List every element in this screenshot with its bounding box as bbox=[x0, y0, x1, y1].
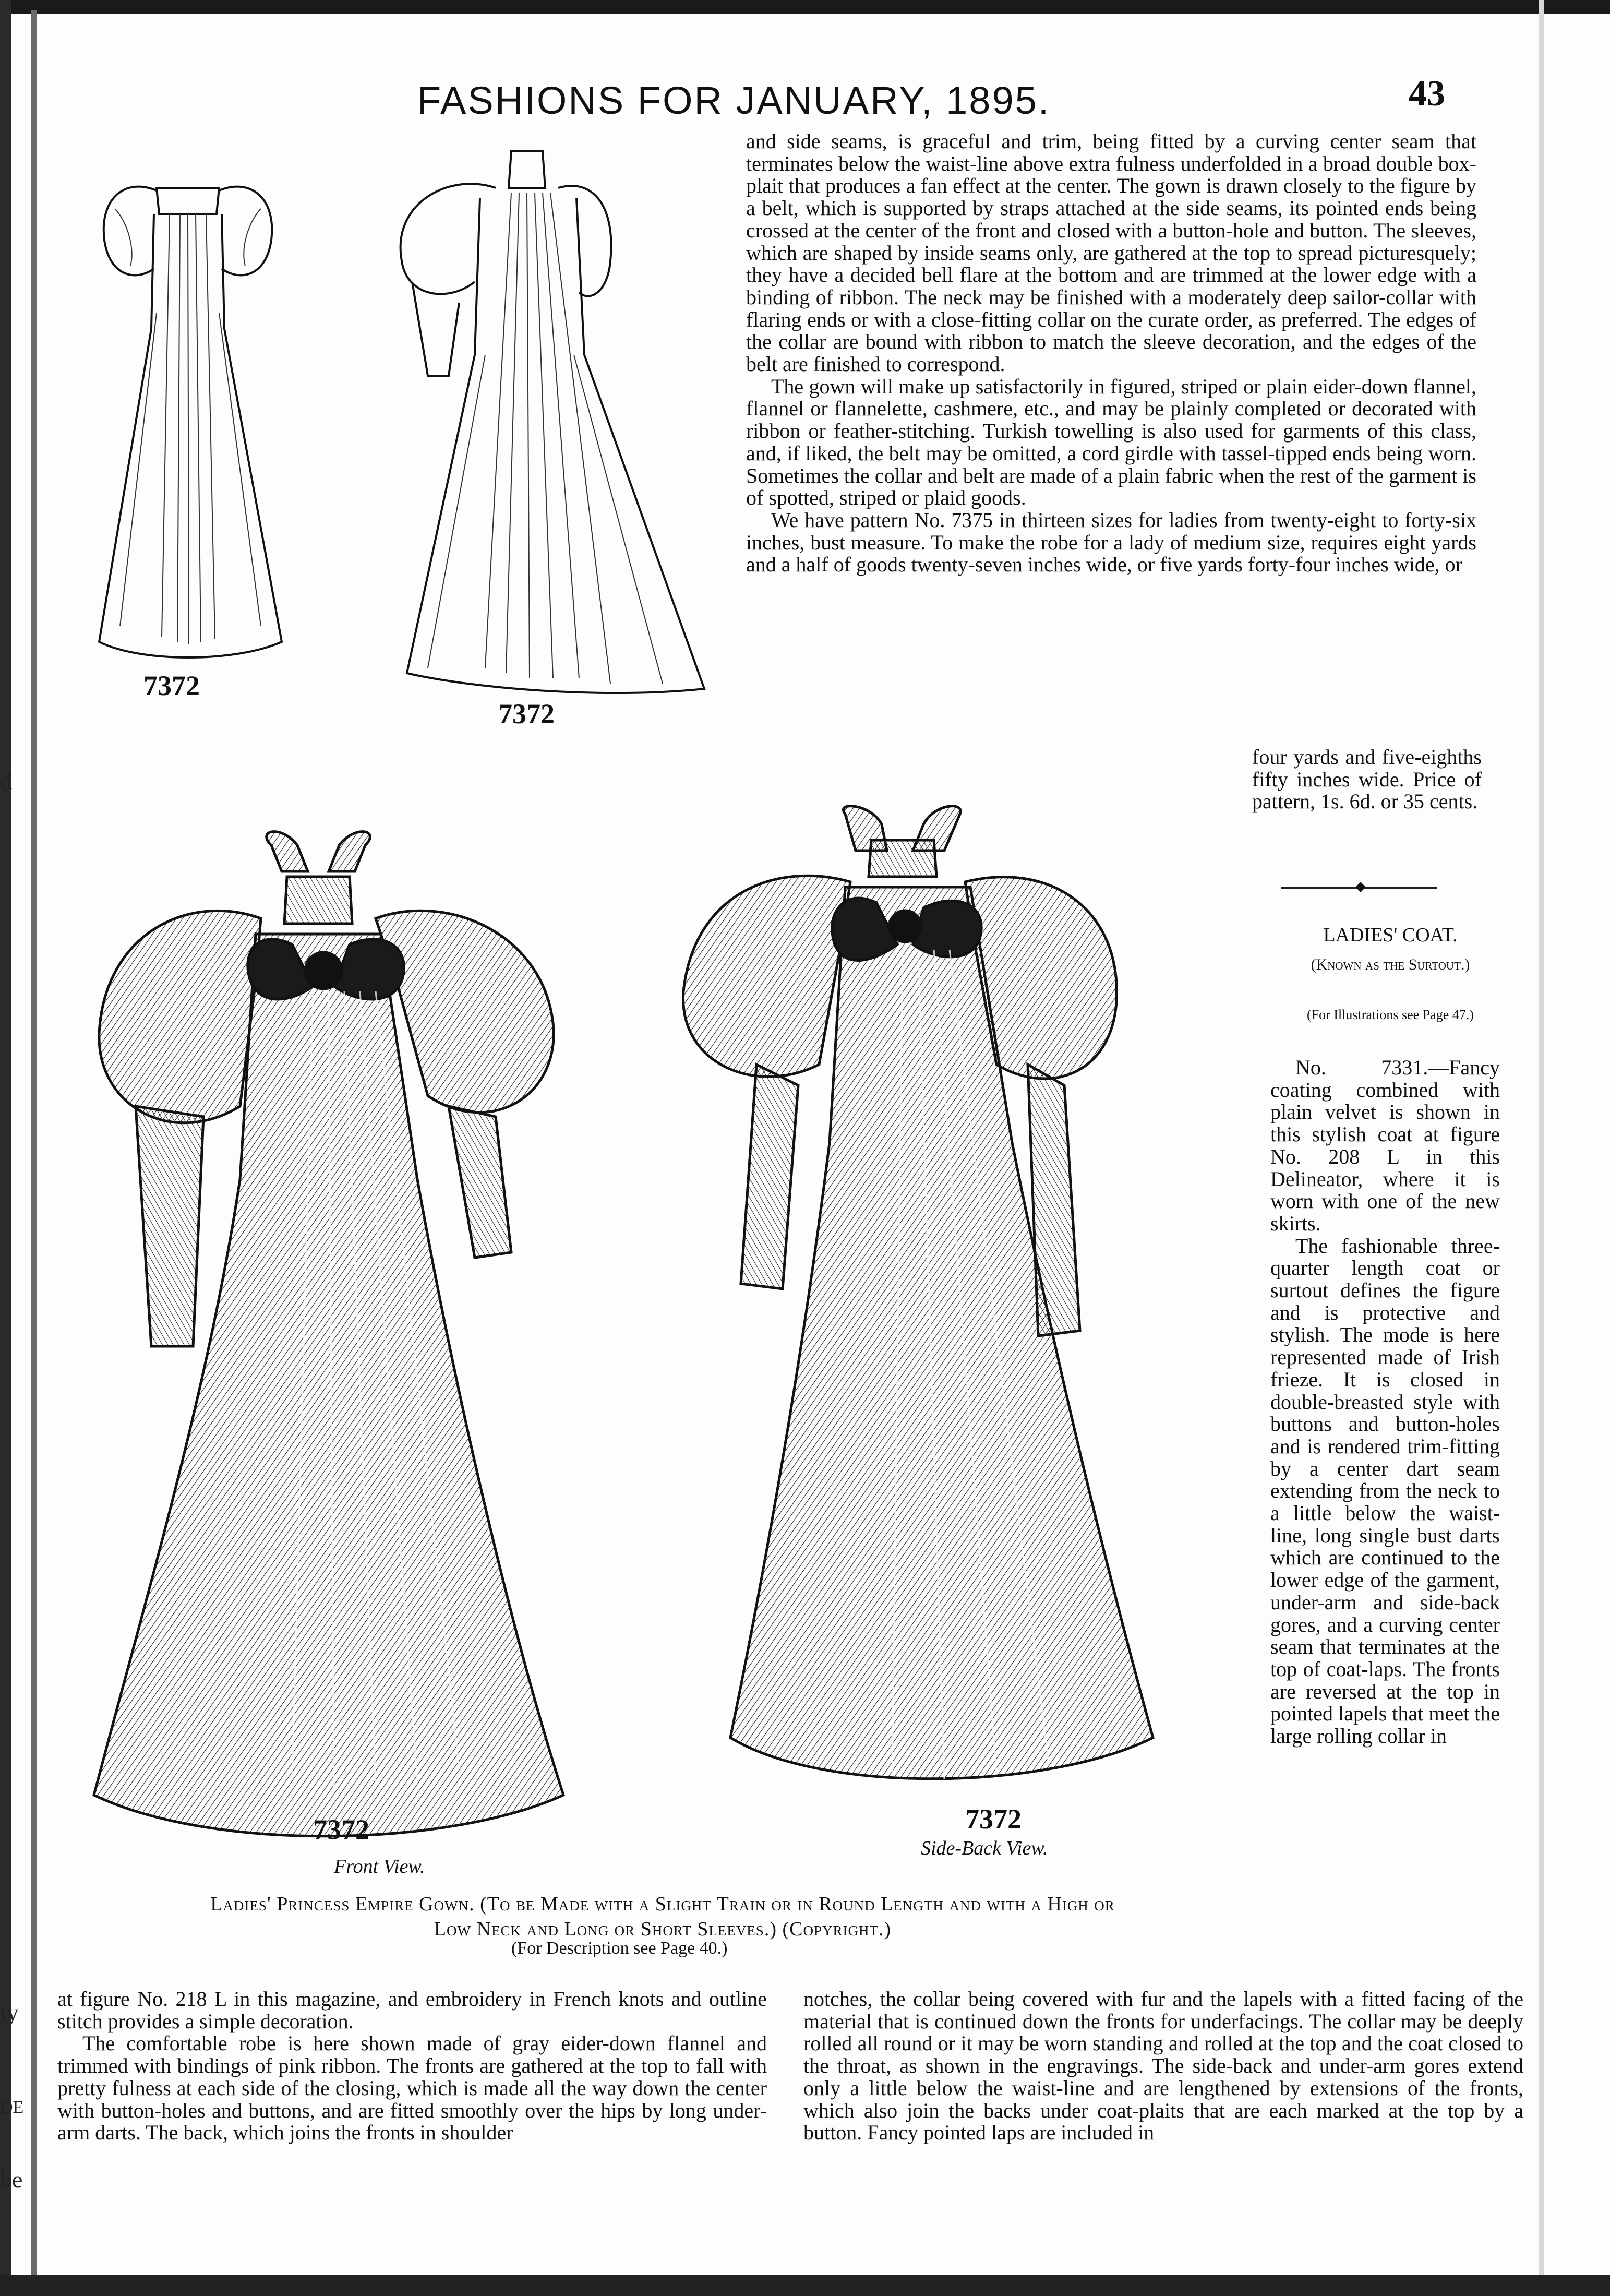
view-label: Side-Back View. bbox=[921, 1837, 1048, 1859]
paragraph: notches, the collar being covered with fur and the lapels with a fitted facing of the material that is continued down the fronts for underfacings. The collar may be deeply rolled all round or it may be worn standing and rolled at the top and the coat closed to the throat, as shown in the engravings. The side-back and under-arm gores extend only a little below the waist-line and are lengthened by extensions of the fronts, which also join the backs under coat-plaits that are each marked at the top by a button. Fancy pointed laps are included in bbox=[803, 1987, 1523, 2145]
sidebar-column bbox=[1270, 1057, 1500, 1748]
small-front-gown-illustration bbox=[78, 157, 297, 673]
bottom-left-column bbox=[57, 1988, 767, 2144]
edge-fragment: DE bbox=[0, 2098, 24, 2117]
description-reference: (For Description see Page 40.) bbox=[511, 1939, 728, 1958]
paragraph: The gown will make up satisfactorily in figured, striped or plain eider-down flannel, flannel or flannelette, cashmere, etc., and may be plainly completed or decorated with ribbon or feather-stitching. Turkish towelling is also used for garments of this class, and, if liked, the belt may be omitted, a cord girdle with tassel-tipped ends being worn. Sometimes the collar and belt are made of a plain fabric when the rest of the garment is of spotted, striped or plaid goods. bbox=[746, 374, 1476, 510]
paragraph: We have pattern No. 7375 in thirteen sizes for ladies from twenty-eight to forty-six inches, bust measure. To make the robe for a lady of medium size, requires eight yards and a half of goods twenty-seven inches wide, or five yards forty-four inches wide, or bbox=[746, 508, 1476, 577]
section-title: LADIES' COAT. bbox=[1323, 924, 1458, 946]
figure-number: 7372 bbox=[965, 1803, 1022, 1835]
figure-caption bbox=[73, 1892, 1252, 1942]
bottom-right-column bbox=[803, 1988, 1523, 2144]
page-header: FASHIONS FOR JANUARY, 1895. bbox=[417, 79, 1051, 122]
small-back-gown-illustration bbox=[370, 146, 715, 699]
paragraph: at figure No. 218 L in this magazine, and embroidery in French knots and outline stitch provides a simple decoration. bbox=[57, 1987, 767, 2033]
paragraph: The fashionable three-quarter length coat or surtout defines the figure and is protective and stylish. The mode is here represented made of Irish frieze. It is closed in double-breasted style with buttons and button-holes and is rendered trim-fitting by a center dart seam extending from the neck to a little below the waist-line, long single bust darts which are continued to the lower edge of the garment, under-arm and side-back gores, and a curving center seam that terminates at the top of coat-laps. The fronts are reversed at the top in pointed lapels that meet the large rolling collar in bbox=[1270, 1234, 1500, 1748]
binding-edge bbox=[31, 10, 37, 2275]
paragraph: and side seams, is graceful and trim, being fitted by a curving center seam that terminates below the waist-line above extra fulness underfolded in a broad double box-plait that produces a fan effect at the center. The gown is drawn closely to the figure by a belt, which is supported by straps attached at the side seams, its pointed ends being crossed at the center of the front and closed with a button-hole and button. The sleeves, which are shaped by inside seams only, are gathered at the top to spread picturesquely; they have a decided bell flare at the bottom and are trimmed at the lower edge with a binding of ribbon. The neck may be finished with a moderately deep sailor-collar with flaring ends or with a close-fitting collar on the curate order, as preferred. The edges of the collar are bound with ribbon to match the sleeve decoration, and the edges of the belt are finished to correspond. bbox=[746, 129, 1476, 376]
top-text-continuation bbox=[1252, 746, 1482, 813]
figure-number: 7372 bbox=[498, 698, 555, 730]
scan-border-top bbox=[0, 0, 1610, 14]
paragraph: The comfortable robe is here shown made of gray eider-down flannel and trimmed with bindings of pink ribbon. The fronts are gathered at the top to fall with pretty fulness at each side of the closing, which is made all the way down the center with button-holes and buttons, and are fitted smoothly over the hips by long under-arm darts. The back, which joins the fronts in shoulder bbox=[57, 2031, 767, 2145]
divider-ornament bbox=[1355, 882, 1366, 892]
caption-line: Ladies' Princess Empire Gown. (To be Made with a Slight Train or in Round Length and with a High or bbox=[210, 1893, 1115, 1915]
paragraph: No. 7331.—Fancy coating combined with plain velvet is shown in this stylish coat at figure No. 208 L in this Delineator, where it is worn with one of the new skirts. bbox=[1270, 1056, 1500, 1235]
edge-fragment: be bbox=[0, 2166, 23, 2193]
page-number: 43 bbox=[1409, 74, 1445, 114]
scan-border-bottom bbox=[0, 2275, 1610, 2296]
illustration-reference: (For Illustrations see Page 47.) bbox=[1307, 1007, 1474, 1022]
front-view-gown-illustration bbox=[83, 814, 605, 1858]
caption-line: Low Neck and Long or Short Sleeves.) (Copyright.) bbox=[434, 1918, 892, 1940]
edge-fragment: ty bbox=[0, 1999, 19, 2026]
side-back-view-gown-illustration bbox=[652, 804, 1226, 1811]
figure-number: 7372 bbox=[313, 1814, 369, 1845]
section-subtitle: (Known as the Surtout.) bbox=[1311, 956, 1470, 973]
figure-number: 7372 bbox=[143, 670, 200, 701]
scan-border-left bbox=[0, 0, 11, 2296]
paragraph: four yards and five-eighths fifty inches wide. Price of pattern, 1s. 6d. or 35 cents. bbox=[1252, 745, 1482, 814]
edge-fragment: d bbox=[0, 768, 12, 794]
top-text-column bbox=[746, 130, 1476, 576]
view-label: Front View. bbox=[334, 1856, 425, 1878]
page-edge-right bbox=[1539, 0, 1544, 2296]
